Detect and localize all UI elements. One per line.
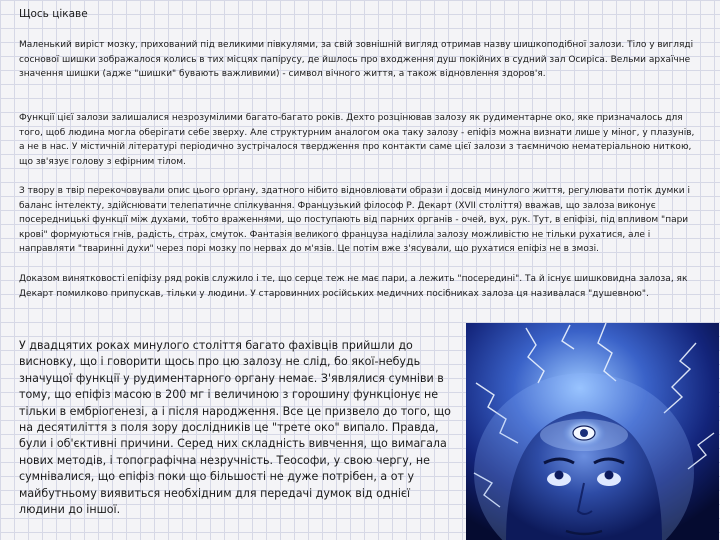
- right-pupil: [605, 471, 614, 480]
- third-eye-pupil: [580, 429, 588, 437]
- left-pupil: [555, 471, 564, 480]
- paragraph-pineal-description: Маленький виріст мозку, прихований під великими півкулями, за свій зовнішній вигляд отримав назву шишкоподібної залози. Тіло у вигляді соснової шишки зображалося колись в тих місцях папірусу, де йшлось про входження душ покійних в судний зал Осиріса. Вельми архаїчне значення шишки (адже "шишки" бувають важливими) - символ вічного життя, а також відновлення здоров'я.: [19, 40, 694, 80]
- third-eye-photo: [466, 323, 719, 540]
- page-title: Щось цікаве: [19, 8, 88, 20]
- paragraph-uniqueness-proof: Доказом винятковості епіфізу ряд років служило і те, що серце теж не має пари, а лежить "посередині". Та й існує шишковидна залоза, як Декарт помилково припускав, тільки у людини. У старовинних російських медичних посібниках залоза ця називалася "душевною".: [19, 274, 688, 299]
- third-eye-illustration: [466, 323, 719, 540]
- paragraph-descartes-theory: З твору в твір перекочовували опис цього органу, здатного нібито відновлювати образи і досвід минулого життя, регулювати потік думки і баланс інтелекту, здійснювати телепатичне спілкування. Французький філософ Р. Декарт (XVII століття) вважав, що залоза виконує посередницькі функції між духами, тобто враженнями, що поступають від парних органів - очей, вух, рук. Тут, в епіфізі, під впливом "пари крові" формуються гнів, радість, страх, смуток. Фантазія великого француза наділила залозу можливістю не тільки рухатися, але і направляти "тваринні духи" через порі мозку по нервах до м'язів. Це потім вже з'ясували, що рухатися епіфіз не в змозі.: [19, 186, 690, 255]
- paragraph-twentieth-century: У двадцятих роках минулого століття багато фахівців прийшли до висновку, що і говорити щось про цю залозу не слід, бо якої-небудь значущої функції у рудиментарного органу немає. З'являлися сумніви в тому, що епіфіз масою в 200 мг і величиною з горошину функціонує не тільки в ембріогенезі, а і після народження. Все це призвело до того, що на десятиліття з поля зору дослідників це "трете око" випало. Правда, були і об'єктивні причини. Серед них складність вивчення, що вимагала нових методів, і топографічна незручність. Теософи, у свою чергу, не сумнівалися, що епіфіз поки що більшості не дуже потрібен, а от у майбутньому виявиться необхідним для передачі думок від однієї людини до іншої.: [19, 339, 451, 517]
- paragraph-gland-functions: Функції цієї залози залишалися незрозумілими багато-багато років. Дехто розцінював залозу як рудиментарне око, яке призначалось для того, щоб людина могла оберігати себе зверху. Але структурним аналогом ока таку залозу - епіфіз можна визнати лише у міног, у плазунів, а не в нас. У містичній літературі періодично зустрічалося твердження про контакти саме цієї залози з таємничою нематеріальною ниткою, що зв'язує голову з ефірним тілом.: [19, 113, 695, 167]
